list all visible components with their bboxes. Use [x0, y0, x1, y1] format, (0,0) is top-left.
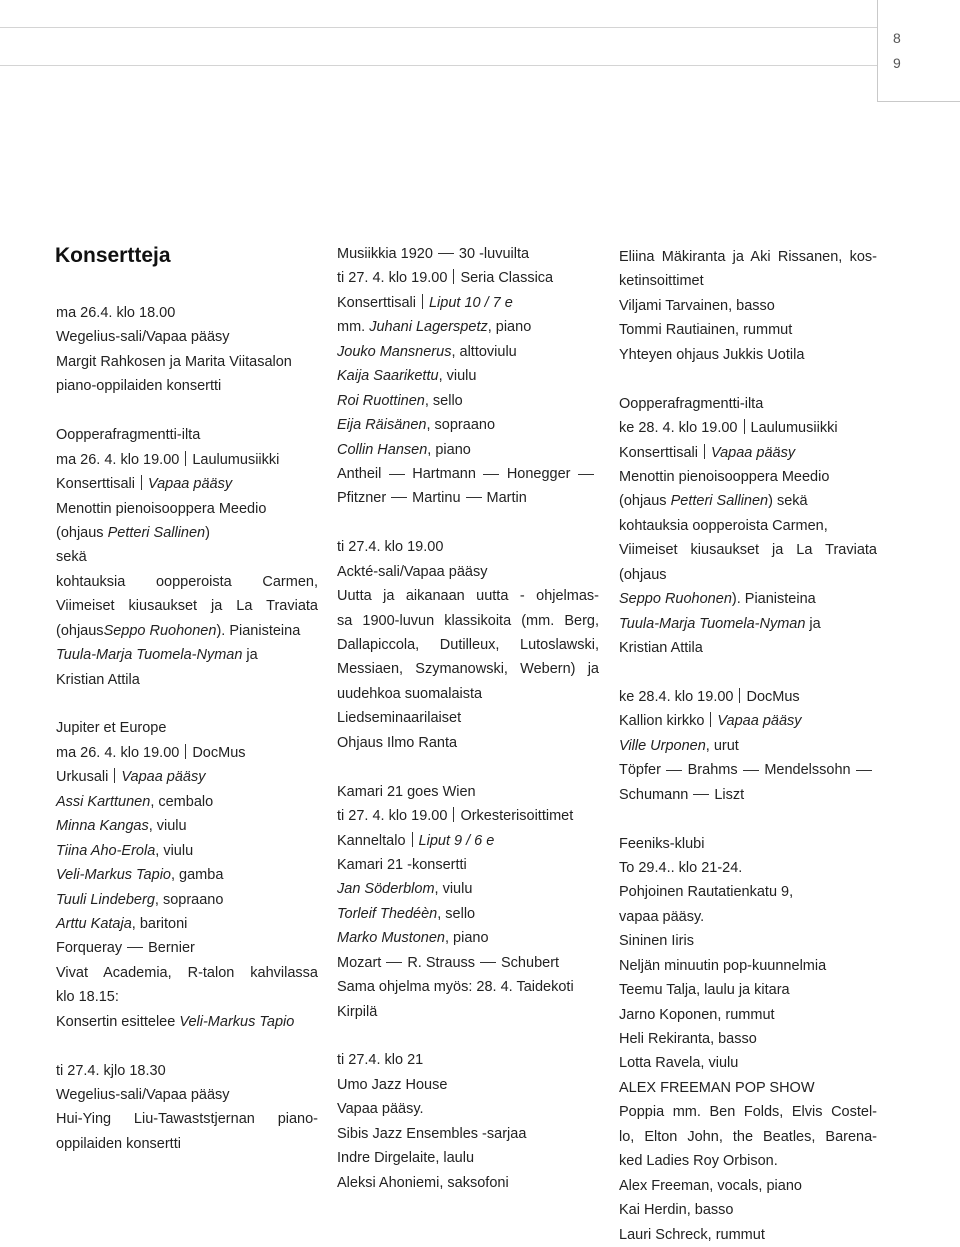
composers: Schumann Liszt [619, 786, 745, 803]
event-text: Kai Herdin, basso [619, 1202, 734, 1219]
page-number-right: 9 [893, 55, 901, 71]
event-text: uudehkoa suomalaista [337, 685, 483, 702]
event-text: Aleksi Ahoniemi, saksofoni [337, 1174, 509, 1191]
event-venue-line: Konserttisali Liput 10 / 7 e [337, 294, 513, 311]
event-venue-line: Konserttisali Vapaa pääsy [56, 476, 233, 493]
event-title: Feeniks-klubi [619, 835, 705, 852]
event-venue: Umo Jazz House [337, 1076, 448, 1093]
event-date-line: ke 28.4. klo 19.00 DocMus [619, 688, 800, 705]
event-text: (ohjausSeppo Ruohonen). Pianisteina [56, 622, 301, 639]
event-text: kohtauksia oopperoista Carmen, [56, 573, 318, 590]
dash [466, 497, 482, 498]
column-2 [337, 242, 599, 1195]
event-text: Kristian Attila [619, 640, 703, 656]
performer: mm. Juhani Lagerspetz, piano [337, 319, 532, 336]
event-text: Ohjaus Ilmo Ranta [337, 734, 458, 751]
dash [666, 770, 682, 771]
dash [391, 497, 407, 498]
dash [743, 770, 759, 771]
separator [704, 444, 705, 459]
performer: Tuuli Lindeberg, sopraano [56, 891, 224, 908]
event-text: Liedseminaarilaiset [337, 710, 462, 727]
event-text: kohtauksia oopperoista Carmen, [619, 517, 828, 534]
event-text: Tuula-Marja Tuomela-Nyman ja [619, 615, 821, 632]
event-text: Sibis Jazz Ensembles -sarjaa [337, 1125, 527, 1142]
composers: Töpfer Brahms Mendelssohn [619, 758, 877, 782]
event-text: Sininen Iiris [619, 933, 694, 950]
event-text: Tommi Rautiainen, rummut [619, 322, 793, 339]
event-text: (ohjaus Petteri Sallinen) sekä [619, 493, 808, 510]
event-title: Kamari 21 goes Wien [337, 783, 476, 800]
event-date: To 29.4.. klo 21-24. [619, 859, 743, 876]
performer: Veli-Markus Tapio, gamba [56, 867, 224, 884]
event-text: Viljami Tarvainen, basso [619, 297, 775, 314]
performer: Jan Söderblom, viulu [337, 881, 473, 898]
event-text: Messiaen, Szymanowski, Webern) ja [337, 661, 599, 678]
dash [127, 947, 143, 948]
event-text: Uutta ja aikanaan uutta - ohjelmas- [337, 588, 599, 605]
event-text: oppilaiden konsertti [56, 1135, 181, 1152]
performer: Roi Ruottinen, sello [337, 392, 463, 409]
event-text: Teemu Talja, laulu ja kitara [619, 982, 790, 999]
event-text: Eliina Mäkiranta ja Aki Rissanen, kos- [619, 249, 877, 265]
performer: Jouko Mansnerus, alttoviulu [337, 343, 517, 360]
event-text: Poppia mm. Ben Folds, Elvis Costel- [619, 1104, 877, 1121]
event-text: Menottin pienoisooppera Meedio [56, 500, 267, 517]
event-text: ked Ladies Roy Orbison. [619, 1153, 778, 1170]
event-text: Konsertin esittelee Veli-Markus Tapio [56, 1013, 295, 1030]
separator [744, 419, 745, 434]
event-text: ALEX FREEMAN POP SHOW [619, 1079, 815, 1096]
event-text: Tuula-Marja Tuomela-Nyman ja [56, 647, 258, 664]
event-date-line: ma 26. 4. klo 19.00 Laulumusiikki [56, 451, 280, 468]
column-3 [619, 245, 877, 1247]
column-1 [56, 301, 318, 1156]
separator [453, 269, 454, 284]
event-venue-line: Urkusali Vapaa pääsy [56, 769, 206, 786]
event-text: Vivat Academia, R-talon kahvilassa [56, 964, 318, 981]
event-text: Kristian Attila [56, 671, 140, 688]
page-number-left: 8 [893, 30, 901, 46]
performer: Kaija Saarikettu, viulu [337, 368, 477, 385]
event-venue: Ackté-sali/Vapaa pääsy [337, 563, 488, 580]
separator [185, 451, 186, 466]
event-date-line: ke 28. 4. klo 19.00 Laulumusiikki [619, 420, 838, 437]
performer: Collin Hansen, piano [337, 441, 471, 458]
header-rule-top [0, 27, 877, 28]
composers: Antheil Hartmann Honegger [337, 462, 599, 486]
event-text: (ohjaus Petteri Sallinen) [56, 524, 210, 541]
event-text: ketinsoittimet [619, 273, 704, 290]
separator [453, 807, 454, 822]
event-date: ma 26.4. klo 18.00 [56, 305, 176, 321]
page-number-box [877, 0, 960, 102]
event-text: Margit Rahkosen ja Marita Viitasalon [56, 353, 292, 370]
dash [578, 474, 594, 475]
event-text: Heli Rekiranta, basso [619, 1031, 757, 1047]
event-text: Alex Freeman, vocals, piano [619, 1177, 802, 1194]
dash [480, 962, 496, 963]
event-venue-line: Konserttisali Vapaa pääsy [619, 444, 796, 461]
event-text: Lauri Schreck, rummut [619, 1226, 765, 1243]
dash [693, 794, 709, 795]
separator [422, 294, 423, 309]
dash [483, 474, 499, 475]
event-text: sekä [56, 549, 87, 566]
event-date: ti 27.4. klo 19.00 [337, 539, 444, 556]
dash [856, 770, 872, 771]
event-title: Oopperafragmentti-ilta [56, 427, 201, 444]
performer: Eija Räisänen, sopraano [337, 417, 496, 434]
performer: Minna Kangas, viulu [56, 818, 187, 835]
event-text: Indre Dirgelaite, laulu [337, 1150, 475, 1167]
performer: Assi Karttunen, cembalo [56, 793, 214, 810]
separator [185, 744, 186, 759]
event-text: Menottin pienoisooppera Meedio [619, 468, 830, 485]
event-text: Viimeiset kiusaukset ja La Traviata [619, 542, 877, 559]
event-venue: Wegelius-sali/Vapaa pääsy [56, 1087, 230, 1103]
event-text: lo, Elton John, the Beatles, Barena- [619, 1128, 877, 1145]
composers: Pfitzner Martinu Martin [337, 490, 527, 507]
event-text: Neljän minuutin pop-kuunnelmia [619, 957, 827, 974]
composers: Forqueray Bernier [56, 940, 195, 957]
event-venue-line: Kallion kirkko Vapaa pääsy [619, 713, 802, 730]
event-text: Yhteyen ohjaus Jukkis Uotila [619, 346, 805, 363]
separator [739, 688, 740, 703]
header-rule-bottom [0, 65, 877, 66]
event-text: Lotta Ravela, viulu [619, 1055, 739, 1072]
dash [438, 253, 454, 254]
event-text: piano-oppilaiden konsertti [56, 378, 222, 395]
event-text: klo 18.15: [56, 989, 119, 1006]
event-free: vapaa pääsy. [619, 908, 705, 925]
event-text: sa 1900-luvun klassikoita (mm. Berg, [337, 612, 599, 629]
separator [141, 475, 142, 490]
performer: Tiina Aho-Erola, viulu [56, 842, 194, 859]
event-text: Dallapiccola, Dutilleux, Lutoslawski, [337, 637, 599, 653]
event-text: Jarno Koponen, rummut [619, 1006, 775, 1023]
event-title: Jupiter et Europe [56, 720, 167, 737]
event-text: Hui-Ying Liu-Tawaststjernan piano- [56, 1111, 318, 1128]
dash [386, 962, 402, 963]
event-venue-line: Kanneltalo Liput 9 / 6 e [337, 832, 495, 849]
separator [412, 832, 413, 847]
performer: Ville Urponen, urut [619, 737, 739, 754]
event-free: Vapaa pääsy. [337, 1101, 424, 1118]
performer: Arttu Kataja, baritoni [56, 915, 188, 932]
event-text: Sama ohjelma myös: 28. 4. Taidekoti [337, 979, 574, 996]
event-date: ti 27.4. kjlo 18.30 [56, 1062, 166, 1079]
performer: Torleif Thedéèn, sello [337, 905, 476, 922]
event-text: Kirpilä [337, 1003, 378, 1020]
event-date-line: ti 27. 4. klo 19.00 Orkesterisoittimet [337, 808, 574, 825]
composers: Mozart R. Strauss Schubert [337, 954, 560, 971]
event-date: ti 27.4. klo 21 [337, 1052, 424, 1069]
event-title: Musiikkia 1920 30 -luvuilta [337, 246, 530, 262]
event-text: Viimeiset kiusaukset ja La Traviata [56, 598, 318, 615]
event-title: Oopperafragmentti-ilta [619, 395, 764, 412]
event-venue: Pohjoinen Rautatienkatu 9, [619, 884, 794, 901]
separator [114, 768, 115, 783]
event-text: (ohjaus [619, 566, 667, 583]
event-venue: Wegelius-sali/Vapaa pääsy [56, 329, 230, 346]
event-text: Seppo Ruohonen). Pianisteina [619, 591, 816, 608]
performer: Marko Mustonen, piano [337, 930, 489, 947]
event-date-line: ti 27. 4. klo 19.00 Seria Classica [337, 270, 554, 287]
event-date-line: ma 26. 4. klo 19.00 DocMus [56, 744, 246, 761]
dash [389, 474, 405, 475]
event-text: Kamari 21 -konsertti [337, 856, 467, 873]
separator [710, 712, 711, 727]
page-title: Konsertteja [55, 244, 171, 267]
